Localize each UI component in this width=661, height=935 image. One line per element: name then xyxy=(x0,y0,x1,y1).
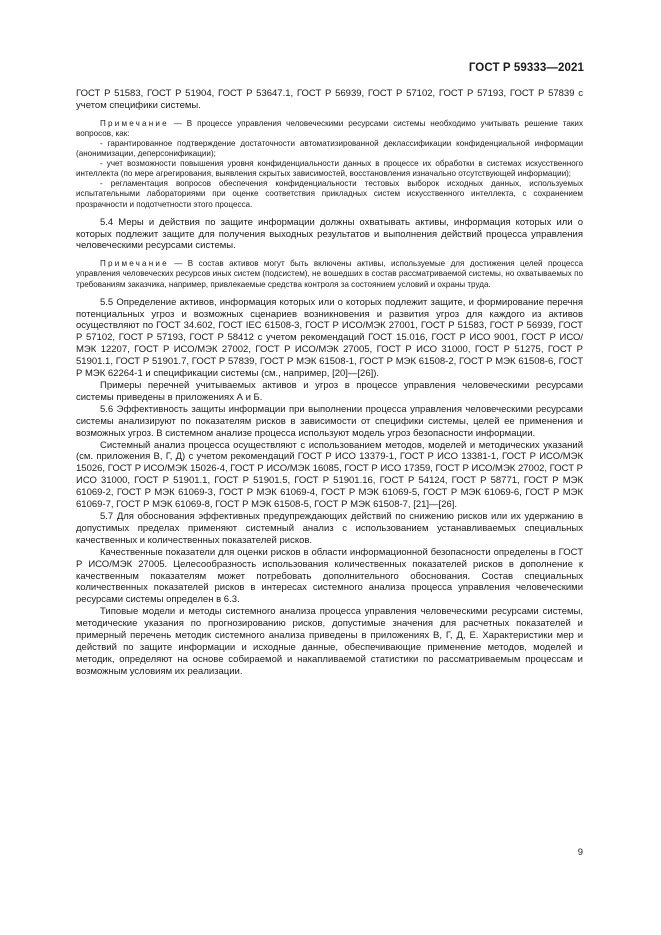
note-label: Примечание xyxy=(100,259,169,269)
document-body xyxy=(76,88,583,678)
paragraph-continuation: ГОСТ Р 51583, ГОСТ Р 51904, ГОСТ Р 53647.1, ГОСТ Р 56939, ГОСТ Р 57102, ГОСТ Р 57193, ГОСТ Р 57839 с учетом специфики системы. xyxy=(76,88,583,111)
note-1-item: - учет возможности повышения уровня конфиденциальности данных в процессе их обработки в системах искусственного интеллекта (по мере агрегирования, выявления скрытых зависимостей, восстановления изначально отсутствующей информации); xyxy=(76,159,583,179)
clause-5-5-examples: Примеры перечней учитываемых активов и угроз в процессе управления человеческими ресурсами системы приведены в приложениях А и Б. xyxy=(76,380,583,403)
note-2 xyxy=(76,259,583,289)
clause-5-7-qualitative: Качественные показатели для оценки рисков в области информационной безопасности определены в ГОСТ Р ИСО/МЭК 27005. Целесообразность использования количественных показателей рисков в дополнение к качественным показателям может потребовать дополнительного обоснования. Состав специальных количественных показателей рисков в интересах системного анализа процесса управления человеческими ресурсами системы определен в 6.3. xyxy=(76,546,583,606)
note-text: — В процессе управления человеческими ресурсами системы необходимо учитывать решение таких вопросов, как: xyxy=(76,118,583,138)
note-1-item: - гарантированное подтверждение достаточности автоматизированной деклассификации конфиденциальной информации (анонимизации, деперсонификации); xyxy=(76,139,583,159)
document-code: ГОСТ Р 59333—2021 xyxy=(468,62,584,74)
clause-5-6: 5.6 Эффективность защиты информации при выполнении процесса управления человеческими ресурсами системы анализируют по показателям рисков в зависимости от специфики системы, целей ее применения и возможных угроз. В системном анализе процесса используют модель угроз безопасности информации. xyxy=(76,403,583,439)
note-1-intro xyxy=(76,119,583,139)
clause-5-4: 5.4 Меры и действия по защите информации должны охватывать активы, информация которых или о которых подлежит защите для получения выходных результатов и выполнения действий процесса управления человеческими ресурсами системы. xyxy=(76,216,583,252)
clause-5-7: 5.7 Для обоснования эффективных предупреждающих действий по снижению рисков или их удержанию в допустимых пределах применяют системный анализ с использованием устанавливаемых специальных качественных и количественных показателей рисков. xyxy=(76,510,583,546)
clause-5-7-models: Типовые модели и методы системного анализа процесса управления человеческими ресурсами системы, методические указания по прогнозированию рисков, допустимые значения для расчетных показателей и примерный перечень методик системного анализа приведены в приложениях В, Г, Д, Е. Характеристики мер и действий по защите информации и исходные данные, обеспечивающие применение методов, моделей и методик, определяют на основе собираемой и накапливаемой статистики по рассматриваемым процессам и возможным условиям их реализации. xyxy=(76,606,583,677)
clause-5-5: 5.5 Определение активов, информация которых или о которых подлежит защите, и формирование перечня потенциальных угроз и возможных сценариев возникновения и развития угроз для каждого из активов осуществляют по ГОСТ 34.602, ГОСТ IEC 61508-3, ГОСТ Р ИСО/МЭК 27001, ГОСТ Р 51583, ГОСТ Р 56939, ГОСТ Р 57102, ГОСТ Р 57193, ГОСТ Р 58412 с учетом рекомендаций ГОСТ 15.016, ГОСТ Р ИСО 9001, ГОСТ Р ИСО/МЭК 12207, ГОСТ Р ИСО/МЭК 27002, ГОСТ Р ИСО/МЭК 27005, ГОСТ Р ИСО 31000, ГОСТ Р 51275, ГОСТ Р 51901.1, ГОСТ Р 51901.7, ГОСТ Р 57839, ГОСТ Р МЭК 61508-1, ГОСТ Р МЭК 61508-2, ГОСТ Р МЭК 61508-6, ГОСТ Р МЭК 62264-1 и спецификации системы (см., например, [20]—[26]). xyxy=(76,296,583,380)
note-1-item: - регламентация вопросов обеспечения конфиденциальности тестовых выборок исходных данных, используемых испытательными лабораториями при оценке соответствия прикладных систем искусственного интеллекта, с сохранением прозрачности и подотчетности этого процесса. xyxy=(76,179,583,209)
note-text: — В состав активов могут быть включены активы, используемые для достижения целей процесса управления человеческих ресурсов иных систем (подсистем), не вошедших в состав рассматриваемой системы, но охватываемых по требованиям заказчика, например, привлекаемые средства контроля за состоянием условий и охраны труда. xyxy=(76,259,583,289)
page-number: 9 xyxy=(577,847,583,858)
note-label: Примечание xyxy=(100,118,169,128)
clause-5-6-analysis: Системный анализ процесса осуществляют с использованием методов, моделей и методических указаний (см. приложения В, Г, Д) с учетом рекомендаций ГОСТ Р ИСО 13379-1, ГОСТ Р ИСО 13381-1, ГОСТ Р ИСО/МЭК 15026, ГОСТ Р ИСО/МЭК 15026-4, ГОСТ Р ИСО/МЭК 16085, ГОСТ Р ИСО 17359, ГОСТ Р ИСО/МЭК 27002, ГОСТ Р ИСО 31000, ГОСТ Р 51901.1, ГОСТ Р 51901.5, ГОСТ Р 51901.16, ГОСТ Р 54124, ГОСТ Р 58771, ГОСТ Р МЭК 61069-2, ГОСТ Р МЭК 61069-3, ГОСТ Р МЭК 61069-4, ГОСТ Р МЭК 61069-5, ГОСТ Р МЭК 61069-6, ГОСТ Р МЭК 61069-7, ГОСТ Р МЭК 61069-8, ГОСТ Р МЭК 61508-5, ГОСТ Р МЭК 61508-7, [21]—[26]. xyxy=(76,439,583,511)
